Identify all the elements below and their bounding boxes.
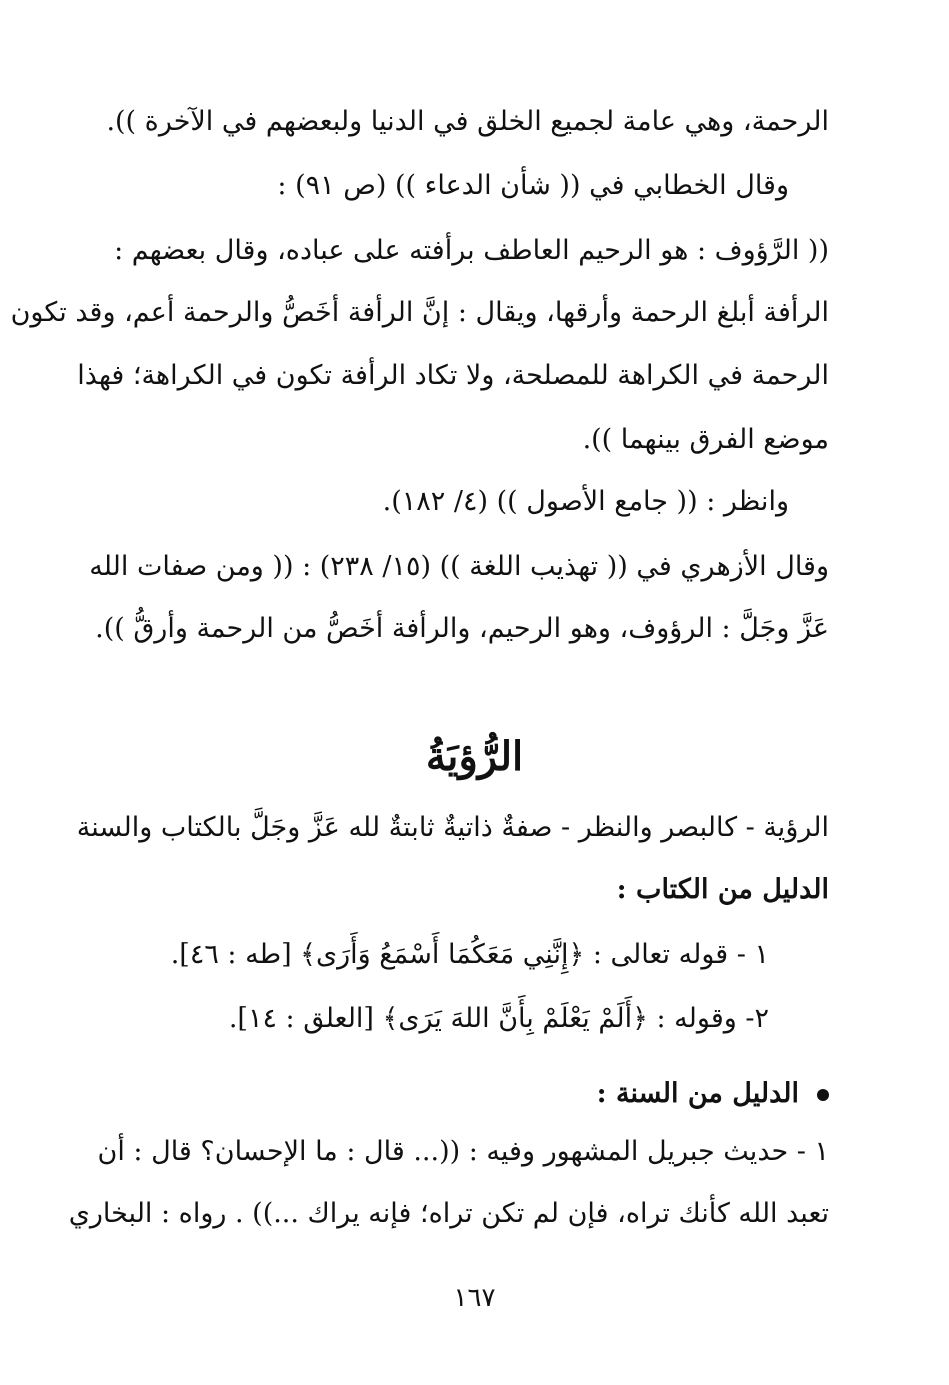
page-number: ١٦٧ — [453, 1283, 496, 1313]
text-line: وقال الأزهري في (( تهذيب اللغة )) (١٥/ ٢٣٨) : (( ومن صفات الله — [89, 551, 829, 582]
text-line: الرحمة، وهي عامة لجميع الخلق في الدنيا ولبعضهم في الآخرة )). — [106, 106, 829, 137]
text-line: ١ - قوله تعالى : ﴿إِنَّنِي مَعَكُمَا أَسْمَعُ وَأَرَى﴾ [طه : ٤٦]. — [170, 939, 769, 970]
text-line: (( الرَّؤوف : هو الرحيم العاطف برأفته على عباده، وقال بعضهم : — [114, 235, 829, 266]
text-line: تعبد الله كأنك تراه، فإن لم تكن تراه؛ فإنه يراك ...)) . رواه : البخاري — [68, 1198, 829, 1229]
text-line: ١ - حديث جبريل المشهور وفيه : ((... قال : ما الإحسان؟ قال : أن — [97, 1136, 829, 1167]
text-line: الرأفة أبلغ الرحمة وأرقها، ويقال : إنَّ الرأفة أخَصُّ والرحمة أعم، وقد تكون — [10, 297, 829, 328]
text-line: وانظر : (( جامع الأصول )) (٤/ ١٨٢). — [382, 486, 789, 517]
text-line: الرحمة في الكراهة للمصلحة، ولا تكاد الرأفة تكون في الكراهة؛ فهذا — [77, 360, 829, 391]
text-line: ٢- وقوله : ﴿أَلَمْ يَعْلَمْ بِأَنَّ اللهَ يَرَى﴾ [العلق : ١٤]. — [228, 1003, 769, 1034]
text-line: عَزَّ وجَلَّ : الرؤوف، وهو الرحيم، والرأفة أخَصُّ من الرحمة وأرقُّ )). — [95, 613, 829, 644]
bullet-icon — [817, 1089, 829, 1101]
text-line: موضع الفرق بينهما )). — [582, 424, 829, 455]
section-title: الرُّؤيَةُ — [425, 733, 524, 780]
text-line: وقال الخطابي في (( شأن الدعاء )) (ص ٩١) : — [277, 170, 789, 201]
subheading: الدليل من الكتاب : — [616, 874, 829, 905]
text-line: الرؤية - كالبصر والنظر - صفةٌ ذاتيةٌ ثابتةٌ لله عَزَّ وجَلَّ بالكتاب والسنة — [76, 812, 829, 843]
subheading: الدليل من السنة : — [596, 1078, 799, 1109]
bullet-item — [119, 1074, 829, 1114]
